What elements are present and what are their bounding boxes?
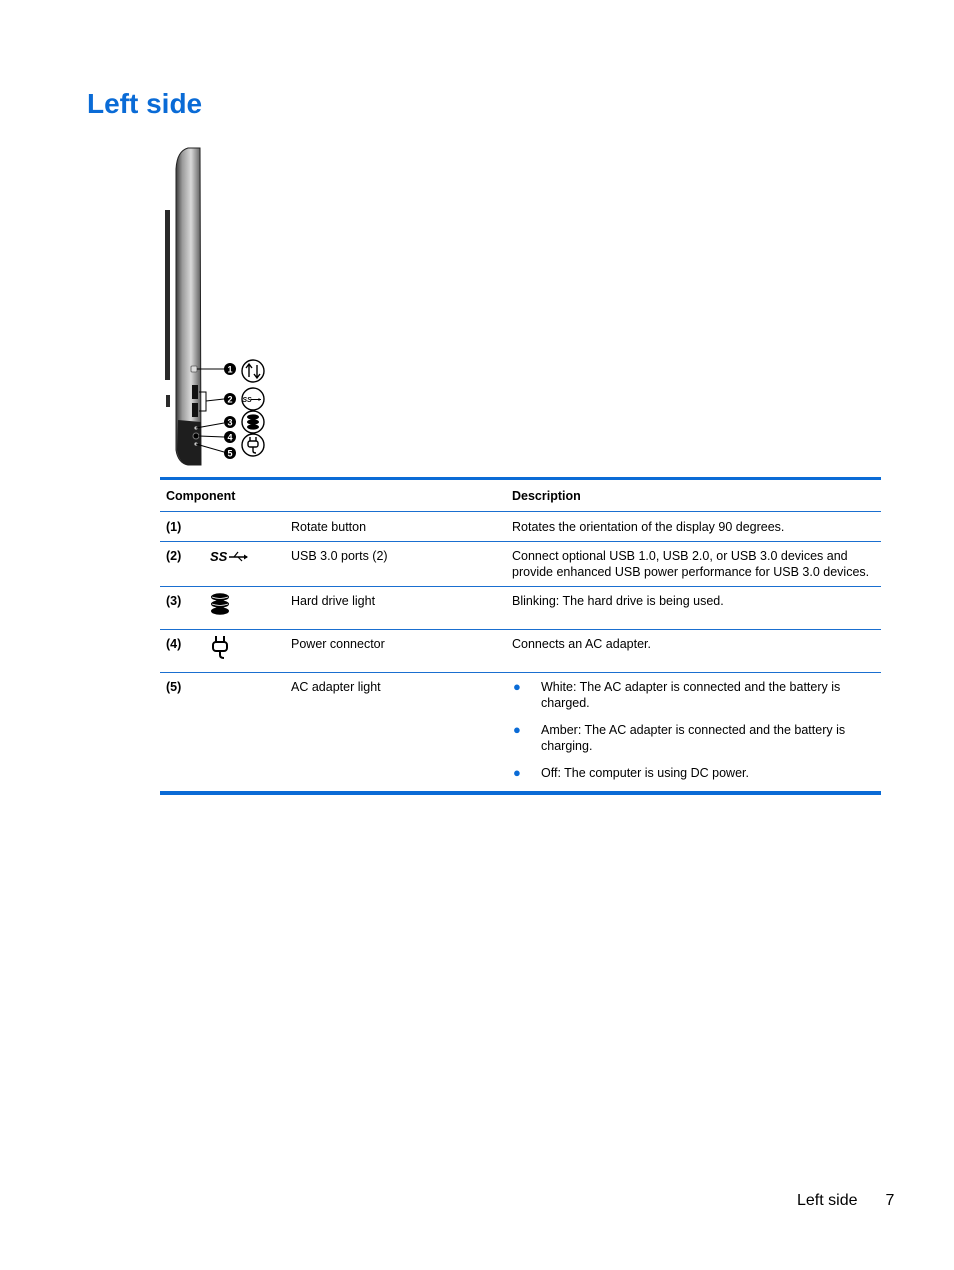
table-row	[160, 512, 881, 542]
footer-page-number: 7	[885, 1192, 895, 1209]
row-number: (2)	[160, 542, 201, 587]
row-component-name: AC adapter light	[291, 680, 381, 694]
row-number: (1)	[160, 512, 201, 542]
table-row	[160, 542, 881, 587]
bullet-text: Amber: The AC adapter is connected and the battery is charging.	[541, 723, 846, 753]
callout-3: 3	[227, 417, 233, 428]
row-component-name: Hard drive light	[285, 587, 506, 630]
row-component-name: Rotate button	[285, 512, 506, 542]
status-bullet-list	[512, 679, 875, 781]
device-side-svg	[160, 145, 280, 470]
row-component-name: Power connector	[285, 630, 506, 673]
row-number: (5)	[166, 680, 182, 694]
row-icon-cell	[201, 512, 285, 542]
svg-text:SS: SS	[210, 549, 228, 564]
list-item	[512, 722, 875, 754]
table-row	[160, 673, 881, 794]
device-left-side-illustration	[160, 145, 280, 470]
row-description: Connect optional USB 1.0, USB 2.0, or USB 3.0 devices and provide enhanced USB power performance for USB 3.0 devices.	[506, 542, 881, 587]
row-description: Rotates the orientation of the display 90 degrees.	[506, 512, 881, 542]
row-icon-cell	[201, 630, 285, 673]
svg-text:SS: SS	[242, 397, 252, 404]
bullet-text: Off: The computer is using DC power.	[541, 766, 749, 780]
hard-drive-icon	[207, 591, 233, 617]
table-header-row	[160, 479, 881, 512]
row-icon-cell	[201, 587, 285, 630]
bullet-icon: ●	[513, 679, 521, 694]
row-description: Connects an AC adapter.	[506, 630, 881, 673]
row-number: (3)	[160, 587, 201, 630]
components-table	[160, 477, 881, 795]
row-description	[506, 673, 881, 794]
bullet-icon: ●	[513, 765, 521, 780]
callout-4: 4	[227, 432, 233, 443]
usb-ss-icon	[207, 546, 251, 566]
row-description: Blinking: The hard drive is being used.	[506, 587, 881, 630]
header-description: Description	[506, 479, 881, 512]
power-plug-icon	[207, 634, 233, 660]
list-item	[512, 679, 875, 711]
usb-ss-icon	[242, 388, 264, 410]
header-component: Component	[160, 479, 506, 512]
page-footer	[797, 1192, 894, 1210]
row-component-name: USB 3.0 ports (2)	[285, 542, 506, 587]
list-item	[512, 765, 875, 781]
row-number: (4)	[160, 630, 201, 673]
power-plug-icon	[242, 434, 264, 456]
callout-1: 1	[227, 364, 233, 375]
bullet-text: White: The AC adapter is connected and the battery is charged.	[541, 680, 841, 710]
table-row	[160, 630, 881, 673]
rotate-icon	[242, 360, 264, 382]
callout-5: 5	[227, 448, 233, 459]
row-icon-cell	[201, 673, 285, 794]
footer-section-title: Left side	[797, 1192, 858, 1209]
page-title: Left side	[87, 88, 203, 119]
row-icon-cell	[201, 542, 285, 587]
callout-2: 2	[227, 394, 233, 405]
table-row	[160, 587, 881, 630]
hard-drive-icon	[242, 411, 264, 433]
bullet-icon: ●	[513, 722, 521, 737]
